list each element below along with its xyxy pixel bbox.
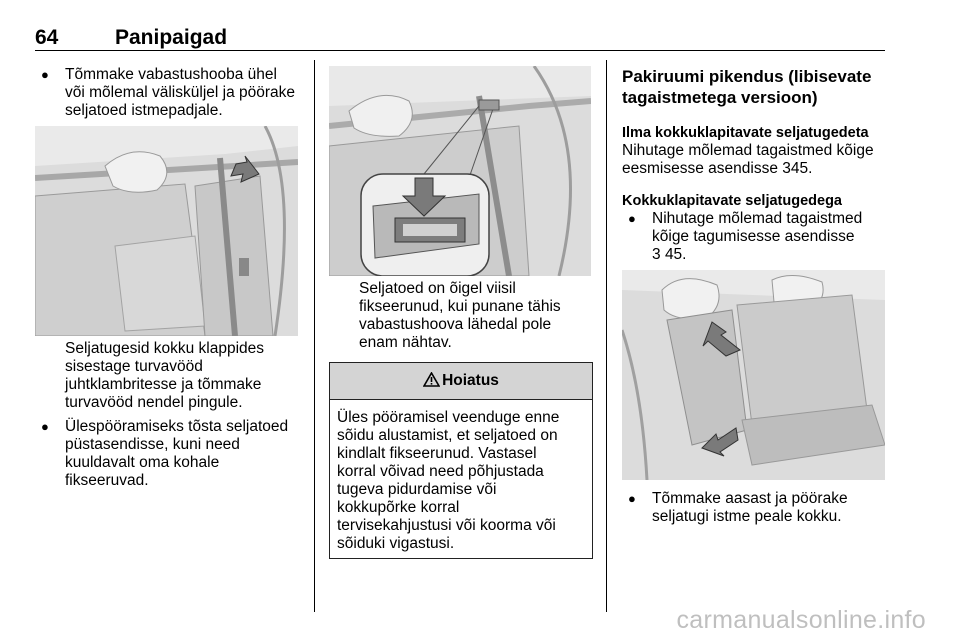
without-folding-section: Ilma kokkuklapitavate seljatugedeta Nihutage mõlemad tagaistmed kõige eesmisesse asendisse 345. <box>622 124 892 178</box>
warning-triangle-icon <box>423 372 440 387</box>
middle-figure-caption: Seljatoed on õigel viisil fikseerunud, kui punane tähis vabastushoova lähedal pole enam nähtav. <box>359 280 561 351</box>
right-column-bullet-2: ● Tõmmake aasast ja pöörake seljatugi istme peale kokku. <box>628 490 848 525</box>
column-divider-1 <box>314 60 315 612</box>
rear-seat-fold-figure <box>622 270 885 480</box>
seatback-release-figure <box>35 126 298 336</box>
warning-box <box>329 362 593 559</box>
page-ref-icon: 3 <box>782 160 791 177</box>
bullet-icon: ● <box>628 211 636 226</box>
warning-title: Hoiatus <box>442 372 499 389</box>
page-ref-icon: 3 <box>652 246 661 263</box>
bullet-icon: ● <box>41 419 49 434</box>
watermark: carmanualsonline.info <box>676 606 926 634</box>
cargo-extension-heading: Pakiruumi pikendus (libisevate tagaistmetega versioon) <box>622 67 872 107</box>
section-title: Panipaigad <box>115 26 228 49</box>
page-number: 64 <box>35 26 59 49</box>
bullet-icon: ● <box>628 491 636 506</box>
subheading-with-folding: Kokkuklapitavate seljatugedega <box>622 193 842 209</box>
warning-header <box>330 363 592 400</box>
header-rule <box>35 50 885 51</box>
left-column-bullet-2: ● Ülespööramiseks tõsta seljatoed püstasendisse, kuni need kuuldavalt oma kohale fikseeruvad. <box>41 418 289 489</box>
warning-text: Üles pööramisel veenduge enne sõidu alustamist, et seljatoed on kindlalt fikseerunud. Vastasel korral võivad need põhjustada tugeva pidurdamise või kokkupõrke korral tervisekahjustusi või koorma või sõiduki vigastusi. <box>337 409 560 552</box>
seatback-lock-indicator-figure <box>329 66 591 276</box>
with-folding-section: Kokkuklapitavate seljatugedega ● Nihutage mõlemad tagaistmed kõige tagumisesse asendisse 3 45. <box>622 192 892 264</box>
page-header <box>35 22 885 52</box>
subheading-without-folding: Ilma kokkuklapitavate seljatugedeta <box>622 125 869 141</box>
bullet-icon: ● <box>41 67 49 82</box>
left-column-bullet-1: ● Tõmmake vabastushooba ühel või mõlemal välisküljel ja pöörake seljatoed istmepadjale. <box>41 66 296 119</box>
left-figure-caption: Seljatugesid kokku klappides sisestage turvavööd juhtklambritesse ja tõmmake turvavööd nendel pingule. <box>65 340 265 411</box>
